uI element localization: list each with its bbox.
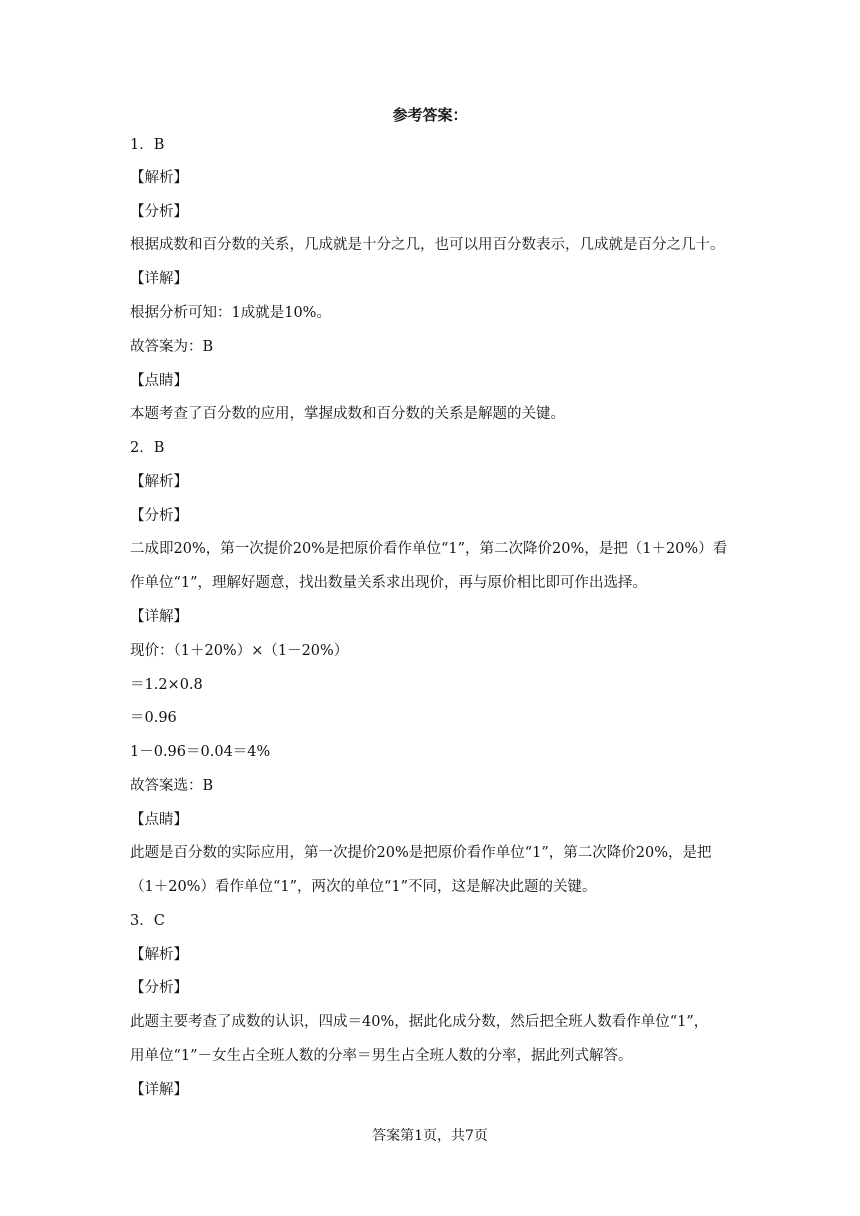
answer-key-title: 参考答案： <box>392 106 468 124</box>
text-line: 故答案选：B <box>130 778 214 794</box>
text-line: 现价：（1＋20%）×（1－20%） <box>130 643 349 659</box>
text-line: 1－0.96＝0.04＝4% <box>130 744 271 760</box>
text-line: 【分析】 <box>130 508 188 524</box>
text-line: 【分析】 <box>130 980 188 996</box>
text-line: 本题考查了百分数的应用，掌握成数和百分数的关系是解题的关键。 <box>130 406 565 422</box>
text-line: 2．B <box>130 440 165 456</box>
text-line: 二成即20%，第一次提价20%是把原价看作单位“1”，第二次降价20%，是把（1＋20%）看 <box>130 541 728 557</box>
text-line: 【解析】 <box>130 170 188 186</box>
text-line: 故答案为：B <box>130 339 214 355</box>
text-line: 此题是百分数的实际应用，第一次提价20%是把原价看作单位“1”，第二次降价20%，是把 <box>130 845 712 861</box>
text-line: ＝0.96 <box>130 710 177 726</box>
text-line: 作单位“1”，理解好题意，找出数量关系求出现价，再与原价相比即可作出选择。 <box>130 575 648 591</box>
text-line: ＝1.2×0.8 <box>130 677 203 693</box>
text-line: 【详解】 <box>130 609 188 625</box>
text-line: 【详解】 <box>130 1082 188 1098</box>
text-line: 【详解】 <box>130 271 188 287</box>
text-line: 1．B <box>130 137 165 153</box>
text-line: 用单位“1”－女生占全班人数的分率＝男生占全班人数的分率，据此列式解答。 <box>130 1048 633 1064</box>
text-line: 【点睛】 <box>130 373 188 389</box>
text-line: （1＋20%）看作单位“1”，两次的单位“1”不同，这是解决此题的关键。 <box>130 879 597 895</box>
text-line: 根据成数和百分数的关系，几成就是十分之几，也可以用百分数表示，几成就是百分之几十。 <box>130 237 725 253</box>
page-footer: 答案第1页，共7页 <box>372 1128 488 1144</box>
text-line: 【点睛】 <box>130 812 188 828</box>
text-line: 根据分析可知：1成就是10%。 <box>130 305 331 321</box>
text-line: 此题主要考查了成数的认识，四成＝40%，据此化成分数，然后把全班人数看作单位“1”， <box>130 1014 709 1030</box>
text-line: 【解析】 <box>130 947 188 963</box>
text-line: 【分析】 <box>130 204 188 220</box>
text-line: 【解析】 <box>130 474 188 490</box>
text-line: 3．C <box>130 913 165 929</box>
